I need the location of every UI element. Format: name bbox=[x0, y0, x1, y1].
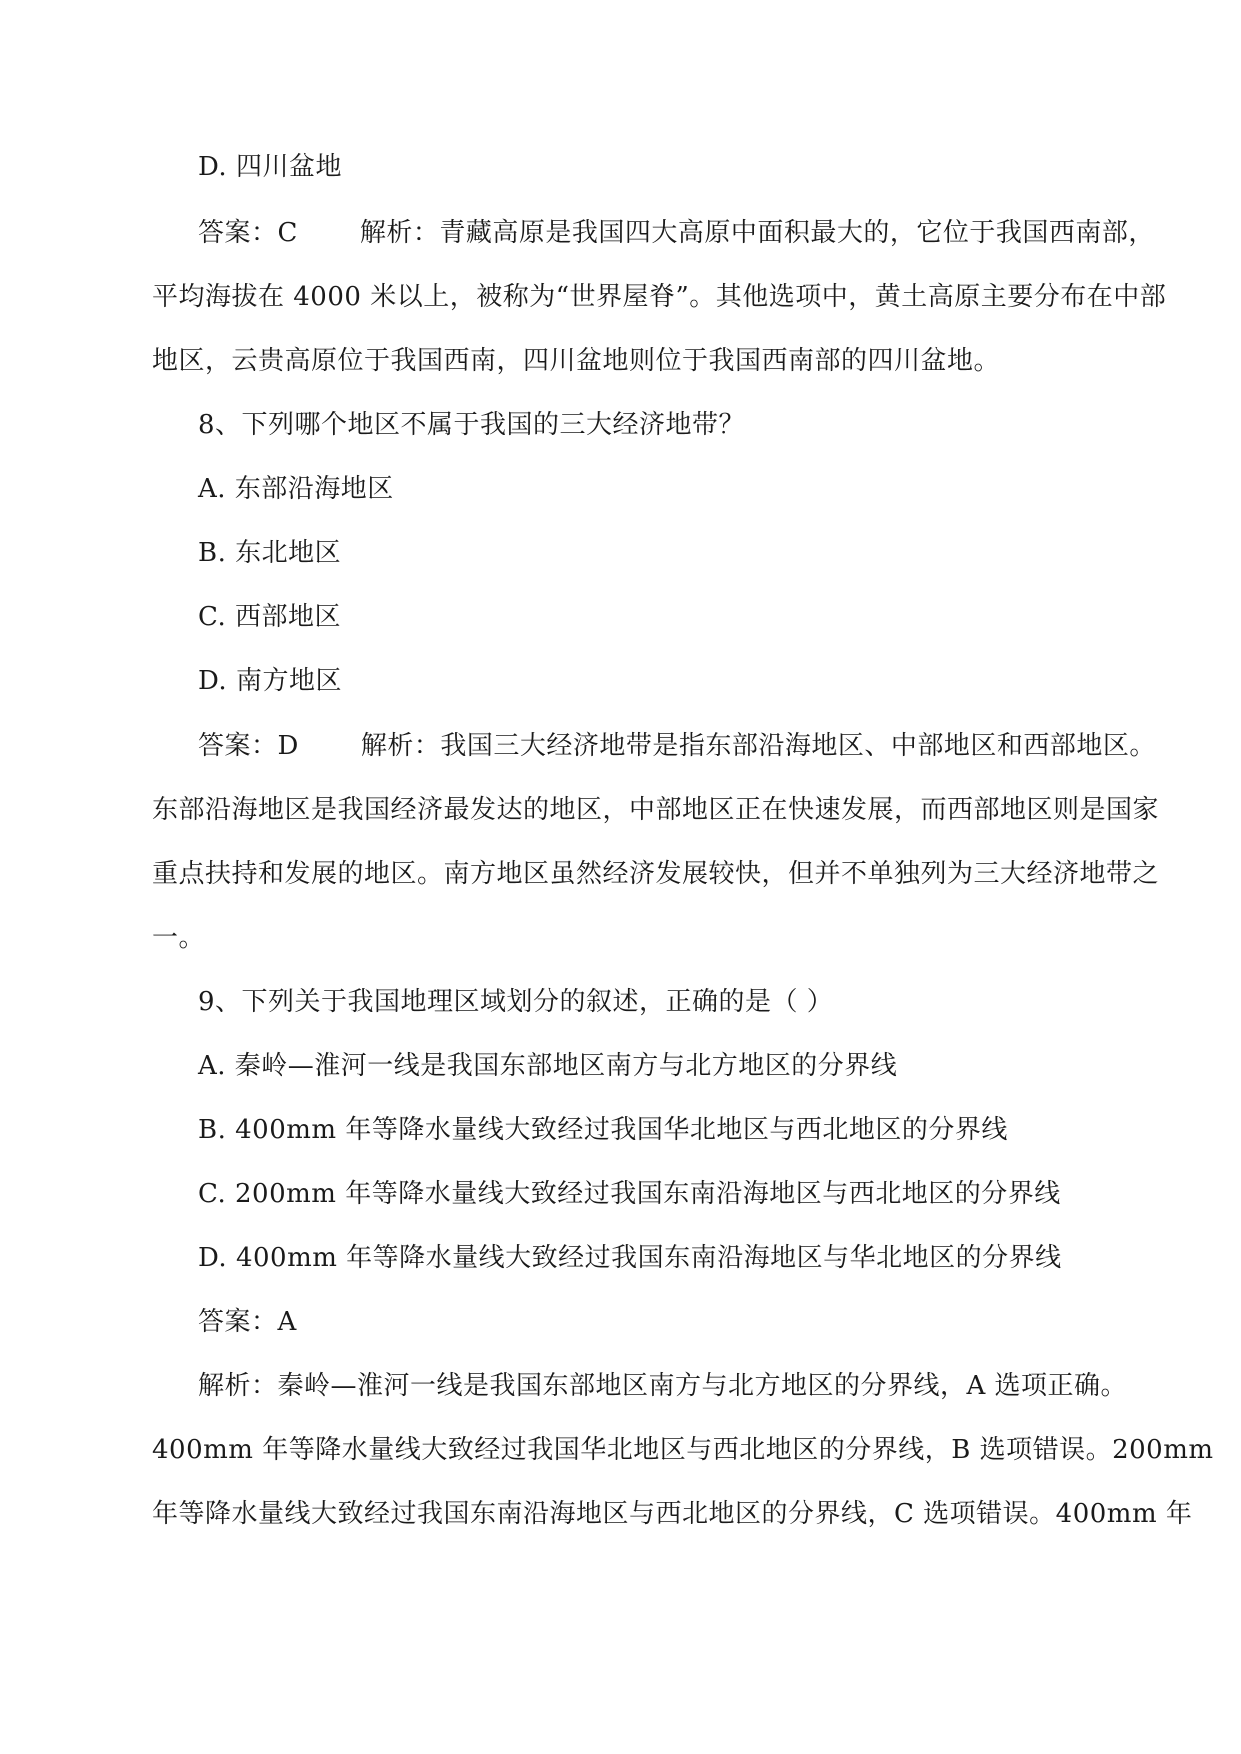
q7-analysis-line-2: 平均海拔在 4000 米以上，被称为“世界屋脊”。其他选项中，黄土高原主要分布在中部 bbox=[152, 282, 1167, 312]
q8-option-c: C. 西部地区 bbox=[198, 602, 341, 632]
q7-analysis-line-1: 解析：青藏高原是我国四大高原中面积最大的，它位于我国西南部， bbox=[359, 218, 1155, 248]
q8-analysis-line-3: 重点扶持和发展的地区。南方地区虽然经济发展较快，但并不单独列为三大经济地带之 bbox=[152, 859, 1160, 889]
q7-option-d: D. 四川盆地 bbox=[198, 152, 342, 182]
q9-analysis-line-1: 解析：秦岭—淮河一线是我国东部地区南方与北方地区的分界线，A 选项正确。 bbox=[198, 1371, 1128, 1401]
q7-answer-row bbox=[198, 218, 1155, 248]
q9-answer: 答案：A bbox=[198, 1307, 297, 1337]
q8-answer-row bbox=[198, 731, 1156, 761]
q8-option-a: A. 东部沿海地区 bbox=[198, 474, 394, 504]
q9-question: 9、下列关于我国地理区域划分的叙述，正确的是（ ） bbox=[198, 987, 834, 1017]
q8-analysis-line-1: 解析：我国三大经济地带是指东部沿海地区、中部地区和西部地区。 bbox=[360, 731, 1156, 761]
q8-analysis-line-2: 东部沿海地区是我国经济最发达的地区，中部地区正在快速发展，而西部地区则是国家 bbox=[152, 795, 1160, 825]
q7-answer: 答案：C bbox=[198, 218, 298, 248]
q8-option-b: B. 东北地区 bbox=[198, 538, 342, 568]
q9-option-d: D. 400mm 年等降水量线大致经过我国东南沿海地区与华北地区的分界线 bbox=[198, 1243, 1062, 1273]
q8-answer: 答案：D bbox=[198, 731, 299, 761]
q8-option-d: D. 南方地区 bbox=[198, 666, 342, 696]
q9-analysis-line-3: 年等降水量线大致经过我国东南沿海地区与西北地区的分界线，C 选项错误。400mm 年 bbox=[152, 1499, 1193, 1529]
q8-analysis-line-4: 一。 bbox=[152, 923, 206, 953]
q9-option-b: B. 400mm 年等降水量线大致经过我国华北地区与西北地区的分界线 bbox=[198, 1115, 1008, 1145]
q9-analysis-line-2: 400mm 年等降水量线大致经过我国华北地区与西北地区的分界线，B 选项错误。200mm bbox=[152, 1435, 1214, 1465]
q7-analysis-line-3: 地区，云贵高原位于我国西南，四川盆地则位于我国西南部的四川盆地。 bbox=[152, 346, 1001, 376]
q8-question: 8、下列哪个地区不属于我国的三大经济地带？ bbox=[198, 410, 746, 440]
q9-option-a: A. 秦岭—淮河一线是我国东部地区南方与北方地区的分界线 bbox=[198, 1051, 898, 1081]
q9-option-c: C. 200mm 年等降水量线大致经过我国东南沿海地区与西北地区的分界线 bbox=[198, 1179, 1061, 1209]
